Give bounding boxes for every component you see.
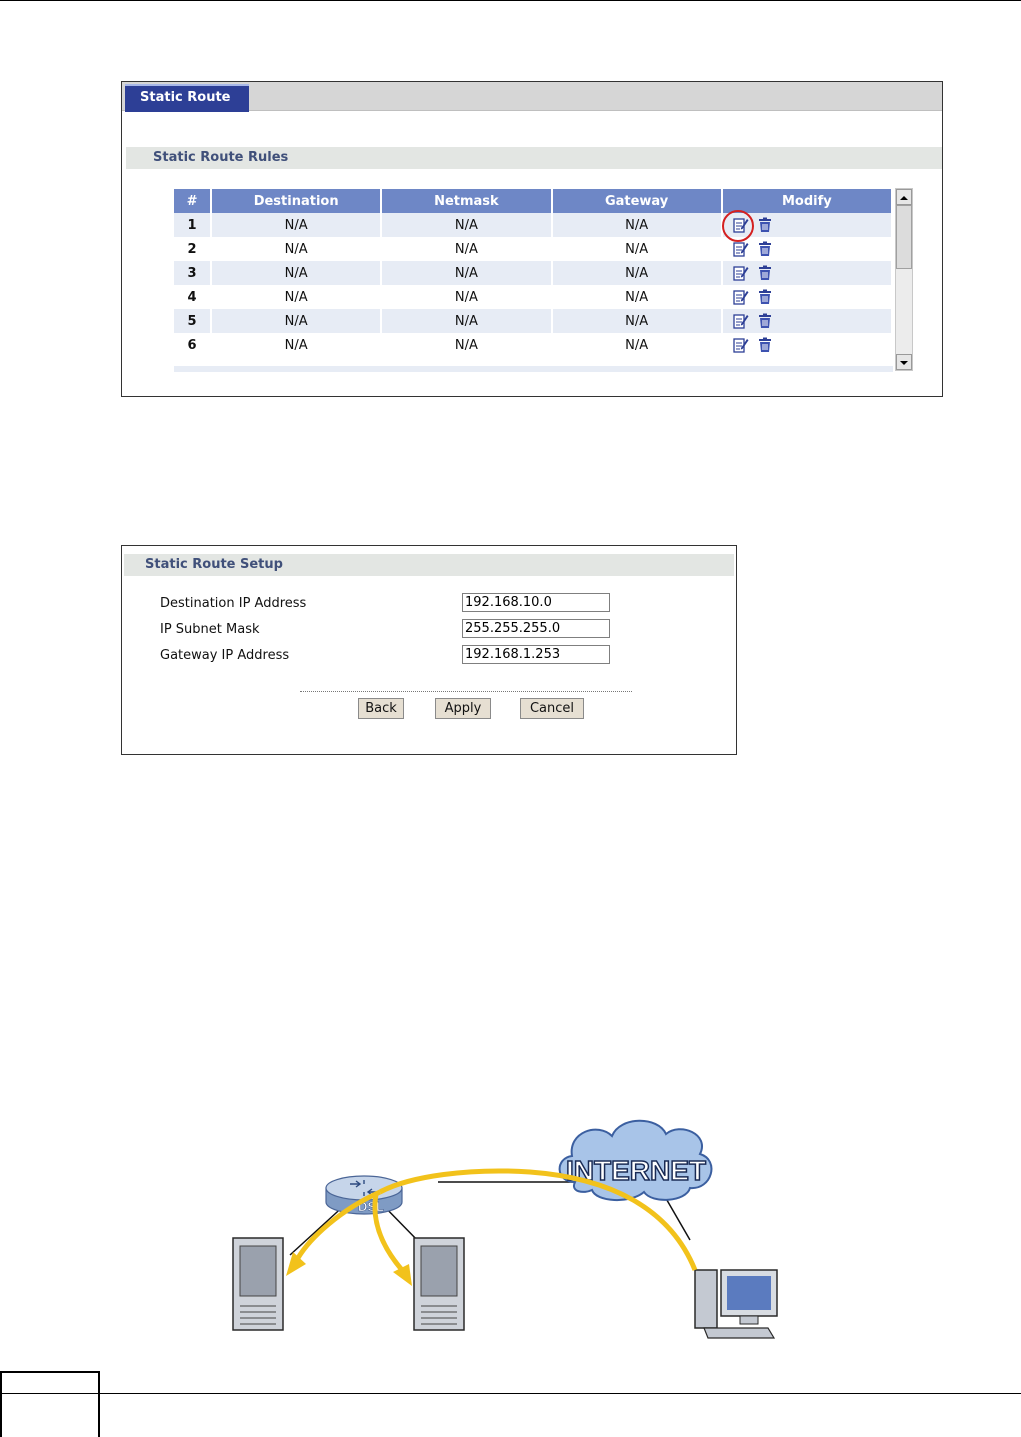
edit-icon[interactable] xyxy=(733,313,749,329)
gateway-cell: N/A xyxy=(553,285,721,309)
arrow-head-server1 xyxy=(286,1252,306,1276)
page-top-rule xyxy=(0,0,1021,1)
internet-computer-line xyxy=(664,1195,690,1240)
trash-icon[interactable] xyxy=(757,217,773,233)
highlight-circle xyxy=(722,210,754,242)
gateway-ip-input[interactable] xyxy=(462,645,610,664)
section-title-static-route-rules: Static Route Rules xyxy=(126,147,942,169)
gateway-cell: N/A xyxy=(553,237,721,261)
column-header-number: # xyxy=(174,189,210,213)
netmask-cell: N/A xyxy=(382,285,550,309)
destination-cell: N/A xyxy=(212,333,380,357)
back-button[interactable]: Back xyxy=(358,698,404,719)
static-route-setup-panel xyxy=(121,545,737,755)
edit-icon[interactable] xyxy=(733,337,749,353)
scroll-up-arrow-icon xyxy=(897,191,911,205)
static-route-panel xyxy=(121,81,943,397)
gateway-ip-label: Gateway IP Address xyxy=(160,648,290,663)
column-header-destination: Destination xyxy=(212,189,380,213)
tab-bar xyxy=(122,82,942,111)
netmask-cell: N/A xyxy=(382,213,550,237)
edit-icon[interactable] xyxy=(733,289,749,305)
column-header-modify: Modify xyxy=(723,189,891,213)
edit-icon[interactable] xyxy=(733,265,749,281)
table-row-partial xyxy=(174,366,893,372)
destination-cell: N/A xyxy=(212,309,380,333)
tab-static-route[interactable]: Static Route xyxy=(125,84,249,112)
subnet-mask-input[interactable] xyxy=(462,619,610,638)
table-scrollbar[interactable] xyxy=(895,188,913,371)
modify-cell xyxy=(723,333,891,357)
destination-cell: N/A xyxy=(212,261,380,285)
trash-icon[interactable] xyxy=(757,265,773,281)
apply-button[interactable]: Apply xyxy=(435,698,491,719)
section-title-static-route-setup: Static Route Setup xyxy=(124,554,734,576)
row-number: 5 xyxy=(174,309,210,333)
modify-cell xyxy=(723,261,891,285)
gateway-cell: N/A xyxy=(553,333,721,357)
netmask-cell: N/A xyxy=(382,237,550,261)
trash-icon[interactable] xyxy=(757,313,773,329)
column-header-gateway: Gateway xyxy=(553,189,721,213)
destination-cell: N/A xyxy=(212,285,380,309)
static-route-table xyxy=(172,189,893,357)
subnet-mask-label: IP Subnet Mask xyxy=(160,622,260,637)
trash-icon[interactable] xyxy=(757,241,773,257)
page-number-box xyxy=(0,1371,100,1437)
netmask-cell: N/A xyxy=(382,309,550,333)
dsl-router-icon xyxy=(326,1176,402,1214)
destination-ip-label: Destination IP Address xyxy=(160,596,307,611)
server-icon-1 xyxy=(233,1238,283,1330)
column-header-netmask: Netmask xyxy=(382,189,550,213)
table-row xyxy=(174,285,891,309)
row-number: 1 xyxy=(174,213,210,237)
table-row xyxy=(174,237,891,261)
netmask-cell: N/A xyxy=(382,261,550,285)
modify-cell xyxy=(723,237,891,261)
gateway-cell: N/A xyxy=(553,261,721,285)
scroll-up-button[interactable] xyxy=(896,189,912,205)
edit-icon[interactable] xyxy=(733,241,749,257)
scroll-down-arrow-icon xyxy=(897,356,911,370)
row-number: 2 xyxy=(174,237,210,261)
destination-cell: N/A xyxy=(212,213,380,237)
internet-label: INTERNET xyxy=(566,1155,706,1186)
table-header-row xyxy=(174,189,891,213)
router-label: DSL xyxy=(358,1199,384,1214)
cancel-button[interactable]: Cancel xyxy=(520,698,584,719)
row-number: 3 xyxy=(174,261,210,285)
destination-ip-input[interactable] xyxy=(462,593,610,612)
destination-cell: N/A xyxy=(212,237,380,261)
computer-icon xyxy=(695,1270,777,1338)
table-row xyxy=(174,261,891,285)
footer-rule xyxy=(0,1393,1021,1394)
table-row xyxy=(174,333,891,357)
row-number: 4 xyxy=(174,285,210,309)
modify-cell xyxy=(723,309,891,333)
arrow-head-server2 xyxy=(393,1264,412,1286)
server-icon-2 xyxy=(414,1238,464,1330)
internet-cloud-icon xyxy=(560,1121,712,1200)
row-number: 6 xyxy=(174,333,210,357)
gateway-cell: N/A xyxy=(553,213,721,237)
gateway-cell: N/A xyxy=(553,309,721,333)
divider xyxy=(300,691,632,692)
trash-icon[interactable] xyxy=(757,337,773,353)
scrollbar-thumb[interactable] xyxy=(896,205,912,269)
table-row xyxy=(174,213,891,237)
network-diagram xyxy=(200,1110,800,1340)
modify-cell xyxy=(723,285,891,309)
netmask-cell: N/A xyxy=(382,333,550,357)
scroll-down-button[interactable] xyxy=(896,354,912,370)
table-row xyxy=(174,309,891,333)
trash-icon[interactable] xyxy=(757,289,773,305)
